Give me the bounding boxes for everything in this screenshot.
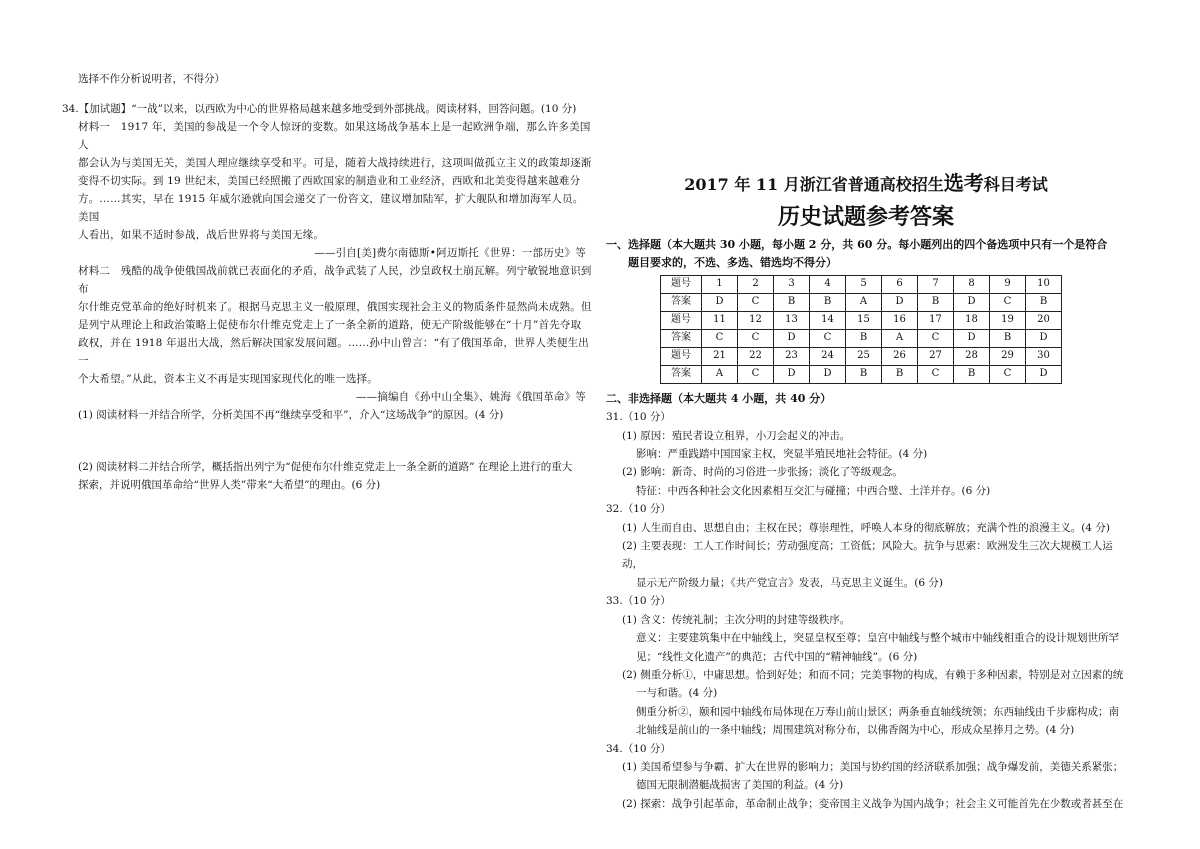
answer-cell: B <box>918 293 954 311</box>
row-label-number: 题号 <box>661 311 702 329</box>
answer-cell: D <box>954 293 990 311</box>
question-number-cell: 27 <box>918 347 954 365</box>
answer-cell: D <box>702 293 738 311</box>
q32-2a: (2) 主要表现：工人工作时间长；劳动强度高；工资低；风险大。抗争与思索：欧洲发生三次大规模工人运动， <box>622 540 1113 571</box>
material-1-line: 材料一 1917 年，美国的参战是一个令人惊讶的变数。如果这场战争基本上是一起欧洲争端，那么许多美国人 <box>78 121 591 151</box>
title-post: 科目考试 <box>983 175 1048 194</box>
question-number-cell: 15 <box>846 311 882 329</box>
material-1-line: 方。……其实，早在 1915 年威尔逊就向国会递交了一份咨文，建议增加陆军，扩大舰队和增加海军人员。美国 <box>78 193 584 223</box>
question-number-cell: 29 <box>990 347 1026 365</box>
answer-cell: C <box>918 365 954 383</box>
question-number-cell: 23 <box>774 347 810 365</box>
question-number-cell: 19 <box>990 311 1026 329</box>
material-2-line: 尔什维克党革命的绝好时机来了。根据马克思主义一般原理，俄国实现社会主义的物质条件显然尚未成熟。但 <box>78 301 592 313</box>
answer-table-number-row <box>661 311 1062 329</box>
section-2-heading: 二、非选择题（本大题共 4 小题，共 40 分） <box>606 391 832 405</box>
question-number-cell: 24 <box>810 347 846 365</box>
question-number-cell: 28 <box>954 347 990 365</box>
question-number-cell: 3 <box>774 275 810 293</box>
q33-1c: 见；“线性文化遗产”的典范；古代中国的“精神轴线”。(6 分) <box>636 650 918 663</box>
answer-table <box>660 275 1062 384</box>
answer-cell: B <box>1026 293 1062 311</box>
question-number-cell: 6 <box>882 275 918 293</box>
q33-1a: (1) 含义：传统礼制；主次分明的封建等级秩序。 <box>622 613 851 626</box>
q33-heading: 33.（10 分） <box>606 595 671 608</box>
q33-1b: 意义：主要建筑集中在中轴线上，突显皇权至尊；皇宫中轴线与整个城市中轴线相重合的设计规划世所罕 <box>636 632 1119 645</box>
q33-2d: 北轴线是前山的一条中轴线；周围建筑对称分布，以佛香阁为中心，形成众星捧月之势。(4 分) <box>636 724 1075 737</box>
material-1-source: ——引自[美]费尔南德斯•阿迈斯托《世界：一部历史》等 <box>314 247 586 259</box>
answer-cell: B <box>882 365 918 383</box>
q32-heading: 32.（10 分） <box>606 503 671 516</box>
material-1 <box>62 118 592 262</box>
row-label-number: 题号 <box>661 275 702 293</box>
q31-1b: 影响：严重践踏中国国家主权，突显半殖民地社会特征。(4 分) <box>636 448 928 461</box>
question-number-cell: 7 <box>918 275 954 293</box>
material-1-line: 都会认为与美国无关，美国人理应继续享受和平。可是，随着大战持续进行，这项叫做孤立主义的政策却逐渐 <box>78 157 592 169</box>
q31-1a: (1) 原因：殖民者设立租界，小刀会起义的冲击。 <box>622 429 851 442</box>
question-number-cell: 12 <box>738 311 774 329</box>
answer-cell: B <box>846 365 882 383</box>
answer-cell: B <box>990 329 1026 347</box>
question-number-cell: 16 <box>882 311 918 329</box>
sub-question-2-line: (2) 阅读材料二并结合所学，概括指出列宁为“促使布尔什维克党走上一条全新的道路” 在理论上进行的重大 <box>78 461 573 473</box>
material-1-line: 人看出，如果不适时参战，战后世界将与美国无缘。 <box>78 229 325 241</box>
answer-cell: B <box>846 329 882 347</box>
answer-cell: D <box>882 293 918 311</box>
question-number-cell: 26 <box>882 347 918 365</box>
q34-1b: 德国无限制潜艇战损害了美国的利益。(4 分) <box>636 779 844 792</box>
question-number-cell: 17 <box>918 311 954 329</box>
question-number-cell: 14 <box>810 311 846 329</box>
material-2-line: 材料二 残酷的战争使俄国战前就已表面化的矛盾，战争武装了人民，沙皇政权土崩瓦解。列宁敏锐地意识到布 <box>78 265 592 295</box>
answer-cell: C <box>810 329 846 347</box>
answer-cell: C <box>990 365 1026 383</box>
answer-cell: B <box>810 293 846 311</box>
answer-table-number-row <box>661 275 1062 293</box>
answer-cell: D <box>1026 365 1062 383</box>
answer-cell: C <box>990 293 1026 311</box>
material-2-line: 个大希望。”从此，资本主义不再是实现国家现代化的唯一选择。 <box>78 373 378 385</box>
answer-table-answer-row <box>661 293 1062 311</box>
right-column <box>606 170 1126 813</box>
answer-cell: C <box>702 329 738 347</box>
answer-cell: D <box>810 365 846 383</box>
row-label-answer: 答案 <box>661 293 702 311</box>
material-2-source: ——摘编自《孙中山全集》、姚海《俄国革命》等 <box>355 391 586 403</box>
answer-cell: C <box>918 329 954 347</box>
answer-subtitle: 历史试题参考答案 <box>777 204 954 230</box>
question-number-cell: 30 <box>1026 347 1062 365</box>
answer-cell: C <box>738 329 774 347</box>
question-number-cell: 21 <box>702 347 738 365</box>
material-1-line: 变得不切实际。到 19 世纪末，美国已经照搬了西欧国家的制造业和工业经济，西欧和北美变得越来越难分 <box>78 175 581 187</box>
title-emphasis: 选考 <box>943 171 984 195</box>
answer-cell: A <box>882 329 918 347</box>
material-2 <box>62 262 592 406</box>
question-number-cell: 25 <box>846 347 882 365</box>
question-number-cell: 10 <box>1026 275 1062 293</box>
question-number-cell: 22 <box>738 347 774 365</box>
answer-table-answer-row <box>661 329 1062 347</box>
question-number-cell: 11 <box>702 311 738 329</box>
question-number-cell: 13 <box>774 311 810 329</box>
question-number-cell: 20 <box>1026 311 1062 329</box>
answer-cell: D <box>1026 329 1062 347</box>
question-number-cell: 5 <box>846 275 882 293</box>
row-label-answer: 答案 <box>661 365 702 383</box>
answer-cell: D <box>774 329 810 347</box>
question-number-cell: 4 <box>810 275 846 293</box>
q34-1a: (1) 美国希望参与争霸、扩大在世界的影响力；美国与协约国的经济联系加强；战争爆发前，美德关系紧张； <box>622 760 1124 773</box>
q32-1: (1) 人生而自由、思想自由；主权在民；尊崇理性，呼唤人本身的彻底解放；充满个性的浪漫主义。(4 分) <box>622 521 1110 534</box>
q31-2a: (2) 影响：新奇、时尚的习俗进一步张扬；淡化了等级观念。 <box>622 466 903 479</box>
q34-2a: (2) 探索：战争引起革命，革命制止战争；变帝国主义战争为国内战争；社会主义可能首先在少数或者甚至在 <box>622 797 1124 810</box>
q32-2b: 显示无产阶级力量；《共产党宣言》发表，马克思主义诞生。(6 分) <box>636 576 943 589</box>
material-2-line: 政权，并在 1918 年退出大战，然后解决国家发展问题。……孙中山曾言：“有了俄国革命，世界人类便生出一 <box>78 337 589 367</box>
section-1-heading-cont: 题目要求的，不选、多选、错选均不得分） <box>606 256 837 270</box>
answer-cell: A <box>846 293 882 311</box>
title-pre: 2017 年 11 月浙江省普通高校招生 <box>684 175 944 194</box>
q34-heading: 34.（10 分） <box>606 742 671 755</box>
answer-cell: B <box>954 365 990 383</box>
q31-2b: 特征：中西各种社会文化因素相互交汇与碰撞；中西合璧、土洋并存。(6 分) <box>636 484 991 497</box>
answer-cell: C <box>738 293 774 311</box>
answer-cell: D <box>774 365 810 383</box>
sub-question-2-line: 探索，并说明俄国革命给“世界人类”带来“大希望”的理由。(6 分) <box>78 479 381 491</box>
answer-cell: B <box>774 293 810 311</box>
question-number-cell: 2 <box>738 275 774 293</box>
row-label-answer: 答案 <box>661 329 702 347</box>
top-note: 选择不作分析说明者，不得分） <box>78 73 225 85</box>
answer-cell: A <box>702 365 738 383</box>
question-number-cell: 1 <box>702 275 738 293</box>
answer-table-number-row <box>661 347 1062 365</box>
answer-cell: D <box>954 329 990 347</box>
answer-title <box>606 170 1126 198</box>
q33-2a: (2) 侧重分析①，中庸思想。恰到好处；和而不同；完美事物的构成，有赖于多种因素，特别是对立因素的统 <box>622 668 1124 681</box>
answer-table-answer-row <box>661 365 1062 383</box>
q33-2b: 一与和谐。(4 分) <box>636 687 718 700</box>
question-number-cell: 9 <box>990 275 1026 293</box>
question-number-cell: 8 <box>954 275 990 293</box>
row-label-number: 题号 <box>661 347 702 365</box>
q33-2c: 侧重分析②，颐和园中轴线布局体现在万寿山前山景区；两条垂直轴线统领；东西轴线由千步廊构成；南 <box>636 705 1119 718</box>
section-1-heading: 一、选择题（本大题共 30 小题，每小题 2 分，共 60 分。每小题列出的四个备选项中只有一个是符合 <box>606 238 1108 251</box>
q31-heading: 31.（10 分） <box>606 411 671 424</box>
sub-question-1: (1) 阅读材料一并结合所学，分析美国不再“继续享受和平”，介入“这场战争”的原因。(4 分) <box>78 409 504 421</box>
answer-cell: C <box>738 365 774 383</box>
q34-stem: 34.【加试题】“一战”以来，以西欧为中心的世界格局越来越多地受到外部挑战。阅读材料，回答问题。(10 分) <box>62 103 577 115</box>
question-number-cell: 18 <box>954 311 990 329</box>
material-2-line: 是列宁从理论上和政治策略上促使布尔什维克党走上了一条全新的道路，使无产阶级能够在“十月”首先夺取 <box>78 319 582 331</box>
left-column <box>62 70 592 494</box>
